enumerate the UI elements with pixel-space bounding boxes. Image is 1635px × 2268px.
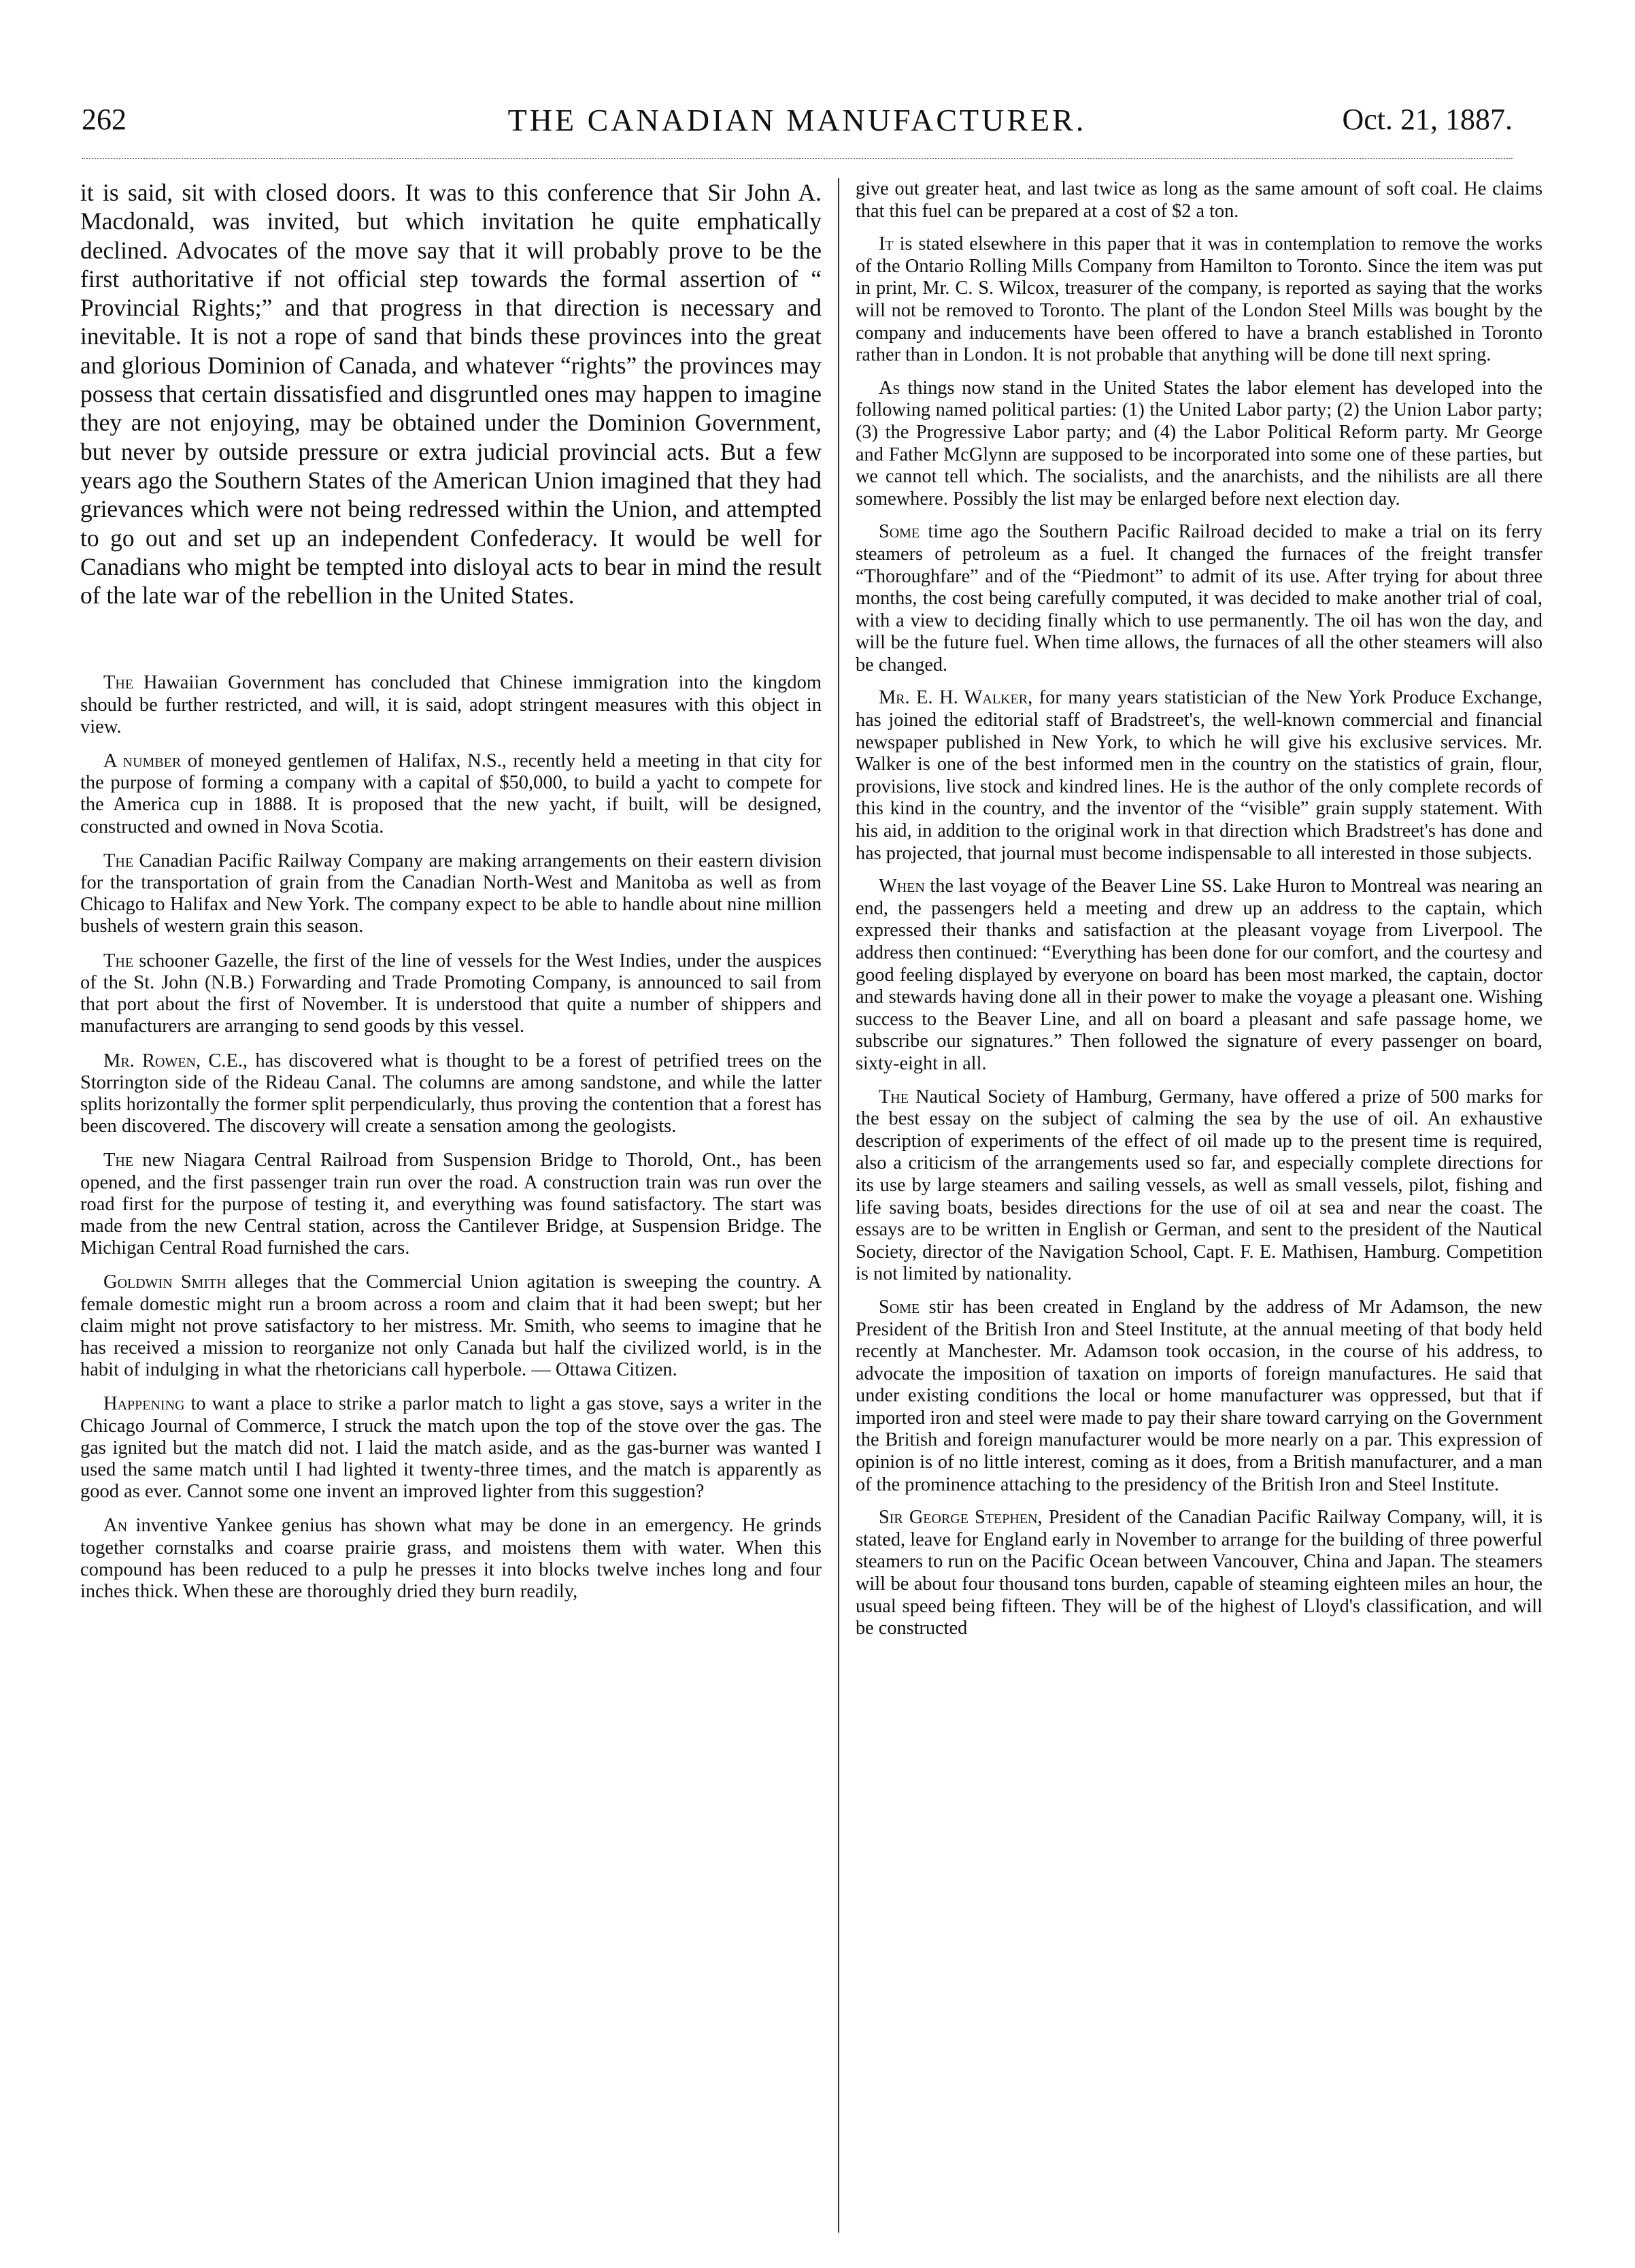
item-lead: As — [879, 377, 900, 399]
right-column — [856, 178, 1543, 2239]
news-item — [856, 233, 1543, 367]
news-items-left — [80, 672, 822, 1603]
item-text: new Niagara Central Railroad from Suspension Bridge to Thorold, Ont., has been opened, and the first passenger train run over the road. A construction train was run over the road first for the purpose of testing it, and everything was found satisfactory. The start was made from the new Central station, across the Cantilever Bridge, at Suspension Bridge. The Michigan Central Road furnished the cars. — [80, 1150, 822, 1259]
news-item — [80, 672, 822, 738]
item-text: stir has been created in England by the address of Mr Adamson, the new President of the British Iron and Steel Institute, at the annual meeting of that body held recently at Manchester. Mr. Adamson took occasion, in the course of his address, to advocate the imposition of taxation on imports of foreign manufactures. He said that under existing conditions the local or home manufacturer was oppressed, but that if imported iron and steel were made to pay their share toward carrying on the Government the British and foreign manufacturer would be more nearly on a par. This expression of opinion is of no little interest, coming as it does, from a British manufacturer, and a man of the prominence attaching to the presidency of the British Iron and Steel Institute. — [856, 1296, 1543, 1495]
item-lead: The — [103, 850, 134, 871]
item-text: schooner Gazelle, the first of the line of vessels for the West Indies, under the auspices of the St. John (N.B.) Forwarding and Trade Promoting Company, is announced to sail from that port about the first of November. It is understood that quite a number of shippers and manufacturers are arranging to send goods by this vessel. — [80, 950, 822, 1037]
continued-item: give out greater heat, and last twice as long as the same amount of soft coal. He claims that this fuel can be prepared at a cost of $2 a ton. — [856, 178, 1543, 222]
item-lead: Goldwin Smith — [103, 1271, 226, 1293]
item-lead: The — [103, 672, 134, 694]
item-text: to want a place to strike a parlor match to light a gas stove, says a writer in the Chicago Journal of Commerce, I struck the match upon the top of the stove over the gas. The gas ignited but the match did not. I laid the match aside, and as the gas-burner was wanted I used the same match until I had lighted it twenty-three times, and the match is apparently as good as ever. Cannot some one invent an improved lighter from this suggestion? — [80, 1393, 822, 1503]
news-item — [856, 875, 1543, 1075]
item-lead: Some — [879, 521, 920, 543]
item-text: , C.E., has discovered what is thought to be a forest of petrified trees on the Storrington side of the Rideau Canal. The columns are among sandstone, and while the latter splits horizontally the former split perpendicularly, thus proving the contention that a forest has been discovered. The discovery will create a sensation among the geologists. — [80, 1050, 822, 1137]
section-gap — [80, 610, 822, 672]
news-item — [80, 1150, 822, 1259]
item-lead: When — [879, 875, 925, 897]
item-text: of moneyed gentlemen of Halifax, N.S., recently held a meeting in that city for the purpose of forming a company with a capital of $50,000, to build a yacht to compete for the America cup in 1888. It is proposed that the new yacht, if built, will be designed, constructed and owned in Nova Scotia. — [80, 750, 822, 837]
item-text: the last voyage of the Beaver Line SS. Lake Huron to Montreal was nearing an end, the passengers held a meeting and drew up an address to the captain, which expressed their thanks and satisfaction at the pleasant voyage from Liverpool. The address then continued: “Everything has been done for our comfort, and the courtesy and good feeling displayed by everyone on board has been most marked, the captain, doctor and stewards having done all in their power to make the voyage a pleasant one. Wishing success to the Beaver Line, and all on board a pleasant and safe passage home, we subscribe our signatures.” Then followed the signature of every passenger on board, sixty-eight in all. — [856, 875, 1543, 1074]
news-item — [80, 750, 822, 838]
item-lead: The — [103, 950, 134, 971]
item-text: things now stand in the United States the labor element has developed into the following named political parties: (1) the United Labor party; (2) the Union Labor party; (3) the Progressive Labor party; and (4) the Labor Political Reform party. Mr George and Father McGlynn are supposed to be incorporated into some one of these parties, but we cannot tell which. The socialists, and the anarchists, and the nihilists are all there somewhere. Possibly the list may be enlarged before next election day. — [856, 377, 1543, 510]
news-item — [80, 950, 822, 1038]
item-text: time ago the Southern Pacific Railroad decided to make a trial on its ferry steamers of petroleum as a fuel. It changed the furnaces of the freight transfer “Thoroughfare” and of the “Piedmont” to admit of its use. After trying for about three months, the cost being carefully computed, it was decided to make another trial of coal, with a view to deciding finally which to use permanently. The oil has won the day, and will be the future fuel. When time allows, the furnaces of all the other steamers will also be changed. — [856, 521, 1543, 676]
page-number: 262 — [82, 103, 127, 136]
item-lead: The — [879, 1086, 909, 1107]
column-divider — [838, 178, 839, 2233]
item-lead: Happening — [103, 1393, 185, 1415]
item-text: inventive Yankee genius has shown what may be done in an emergency. He grinds together cornstalks and coarse prairie grass, and moistens them with water. When this compound has been reduced to a pulp he presses it into blocks twelve inches long and four inches thick. When these are thoroughly dried they burn readily, — [80, 1515, 822, 1602]
item-lead: Some — [879, 1296, 920, 1318]
continued-article: it is said, sit with closed doors. It was to this conference that Sir John A. Macdonald, was invited, but which invitation he quite emphatically declined. Advocates of the move say that it will probably prove to be the first authoritative if not official step towards the formal assertion of “ Provincial Rights;” and that progress in that direction is necessary and inevitable. It is not a rope of sand that binds these provinces into the great and glorious Dominion of Canada, and whatever “rights” the provinces may possess that certain dissatisfied and disgruntled ones may happen to imagine they are not enjoying, may be obtained under the Dominion Government, but never by outside pressure or extra judicial provincial acts. But a few years ago the Southern States of the American Union imagined that they had grievances which were not being redressed within the Union, and attempted to go out and set up an independent Confederacy. It would be well for Canadians who might be tempted into disloyal acts to bear in mind the result of the late war of the rebellion in the United States. — [80, 179, 822, 610]
news-item — [856, 378, 1543, 511]
item-lead: Mr. E. H. Walker — [879, 687, 1028, 709]
item-lead: A number — [103, 750, 182, 772]
item-text: Canadian Pacific Railway Company are making arrangements on their eastern division for the transportation of grain from the Canadian North-West and Manitoba as well as from Chicago to Halifax and New York. The company expect to be able to handle about nine million bushels of western grain this season. — [80, 850, 822, 937]
news-item — [856, 687, 1543, 865]
item-text: , President of the Canadian Pacific Railway Company, will, it is stated, leave for England early in November to arrange for the building of three powerful steamers to run on the Pacific Ocean between Vancouver, China and Japan. The steamers will be about four thousand tons burden, capable of steaming eighteen miles an hour, the usual speed being fifteen. They will be of the highest of Lloyd's classification, and will be constructed — [856, 1507, 1543, 1639]
item-text: Nautical Society of Hamburg, Germany, have offered a prize of 500 marks for the best essay on the subject of calming the sea by the use of oil. An exhaustive description of experiments of the effect of oil made up to the present time is required, also a criticism of the arrangements used so far, and especially complete directions for its use by large steamers and sailing vessels, as well as small vessels, pilot, fishing and life saving boats, besides directions for the use of oil at sea and near the coast. The essays are to be written in English or German, and sent to the president of the Nautical Society, director of the Navigation School, Capt. F. E. Mathisen, Hamburg. Competition is not limited by nationality. — [856, 1086, 1543, 1285]
item-lead: The — [103, 1150, 134, 1171]
item-lead: It — [879, 233, 894, 255]
item-text: , for many years statistician of the New York Produce Exchange, has joined the editorial staff of Bradstreet's, the well-known commercial and financial newspaper published in New York, to which he will give his exclusive services. Mr. Walker is one of the best informed men in the country on the statistics of grain, flour, provisions, live stock and kindred lines. He is the author of the only complete records of this kind in the country, and the inventor of the “visible” grain supply statement. With his aid, in addition to the original work in that direction which Bradstreet's has done and has projected, that journal must become indispensable to all interested in those subjects. — [856, 687, 1543, 864]
news-item — [856, 1507, 1543, 1640]
issue-date: Oct. 21, 1887. — [1342, 103, 1513, 136]
left-column — [80, 178, 822, 2233]
item-text: is stated elsewhere in this paper that it was in contemplation to remove the works of the Ontario Rolling Mills Company from Hamilton to Toronto. Since the item was put in print, Mr. C. S. Wilcox, treasurer of the company, is reported as saying that the works will not be removed to Toronto. The plant of the London Steel Mills was bought by the company and inducements have been offered to have a branch established in Toronto rather than in London. It is not probable that anything will be done till next spring. — [856, 233, 1543, 366]
news-item — [80, 1393, 822, 1503]
journal-title: THE CANADIAN MANUFACTURER. — [507, 103, 1087, 137]
news-item — [80, 1050, 822, 1138]
item-lead: Sir George Stephen — [879, 1507, 1038, 1529]
news-item — [856, 521, 1543, 676]
news-item — [80, 850, 822, 938]
news-item — [856, 1297, 1543, 1496]
news-item — [80, 1515, 822, 1603]
news-item — [80, 1271, 822, 1381]
item-lead: Mr. Rowen — [103, 1050, 197, 1071]
item-lead: An — [103, 1515, 128, 1537]
page-header — [82, 102, 1513, 151]
item-text: Hawaiian Government has concluded that Chinese immigration into the kingdom should be further restricted, and will, it is said, adopt stringent measures with this object in view. — [80, 672, 822, 737]
header-rule — [82, 158, 1513, 159]
item-text: alleges that the Commercial Union agitation is sweeping the country. A female domestic might run a broom across a room and claim that it had been swept; but her claim might not prove satisfactory to her mistress. Mr. Smith, who seems to imagine that he has received a mission to reorganize not only Canada but half the civilized world, is in the habit of indulging in what the rhetoricians call hyperbole. — Ottawa Citizen. — [80, 1271, 822, 1381]
news-item — [856, 1086, 1543, 1286]
